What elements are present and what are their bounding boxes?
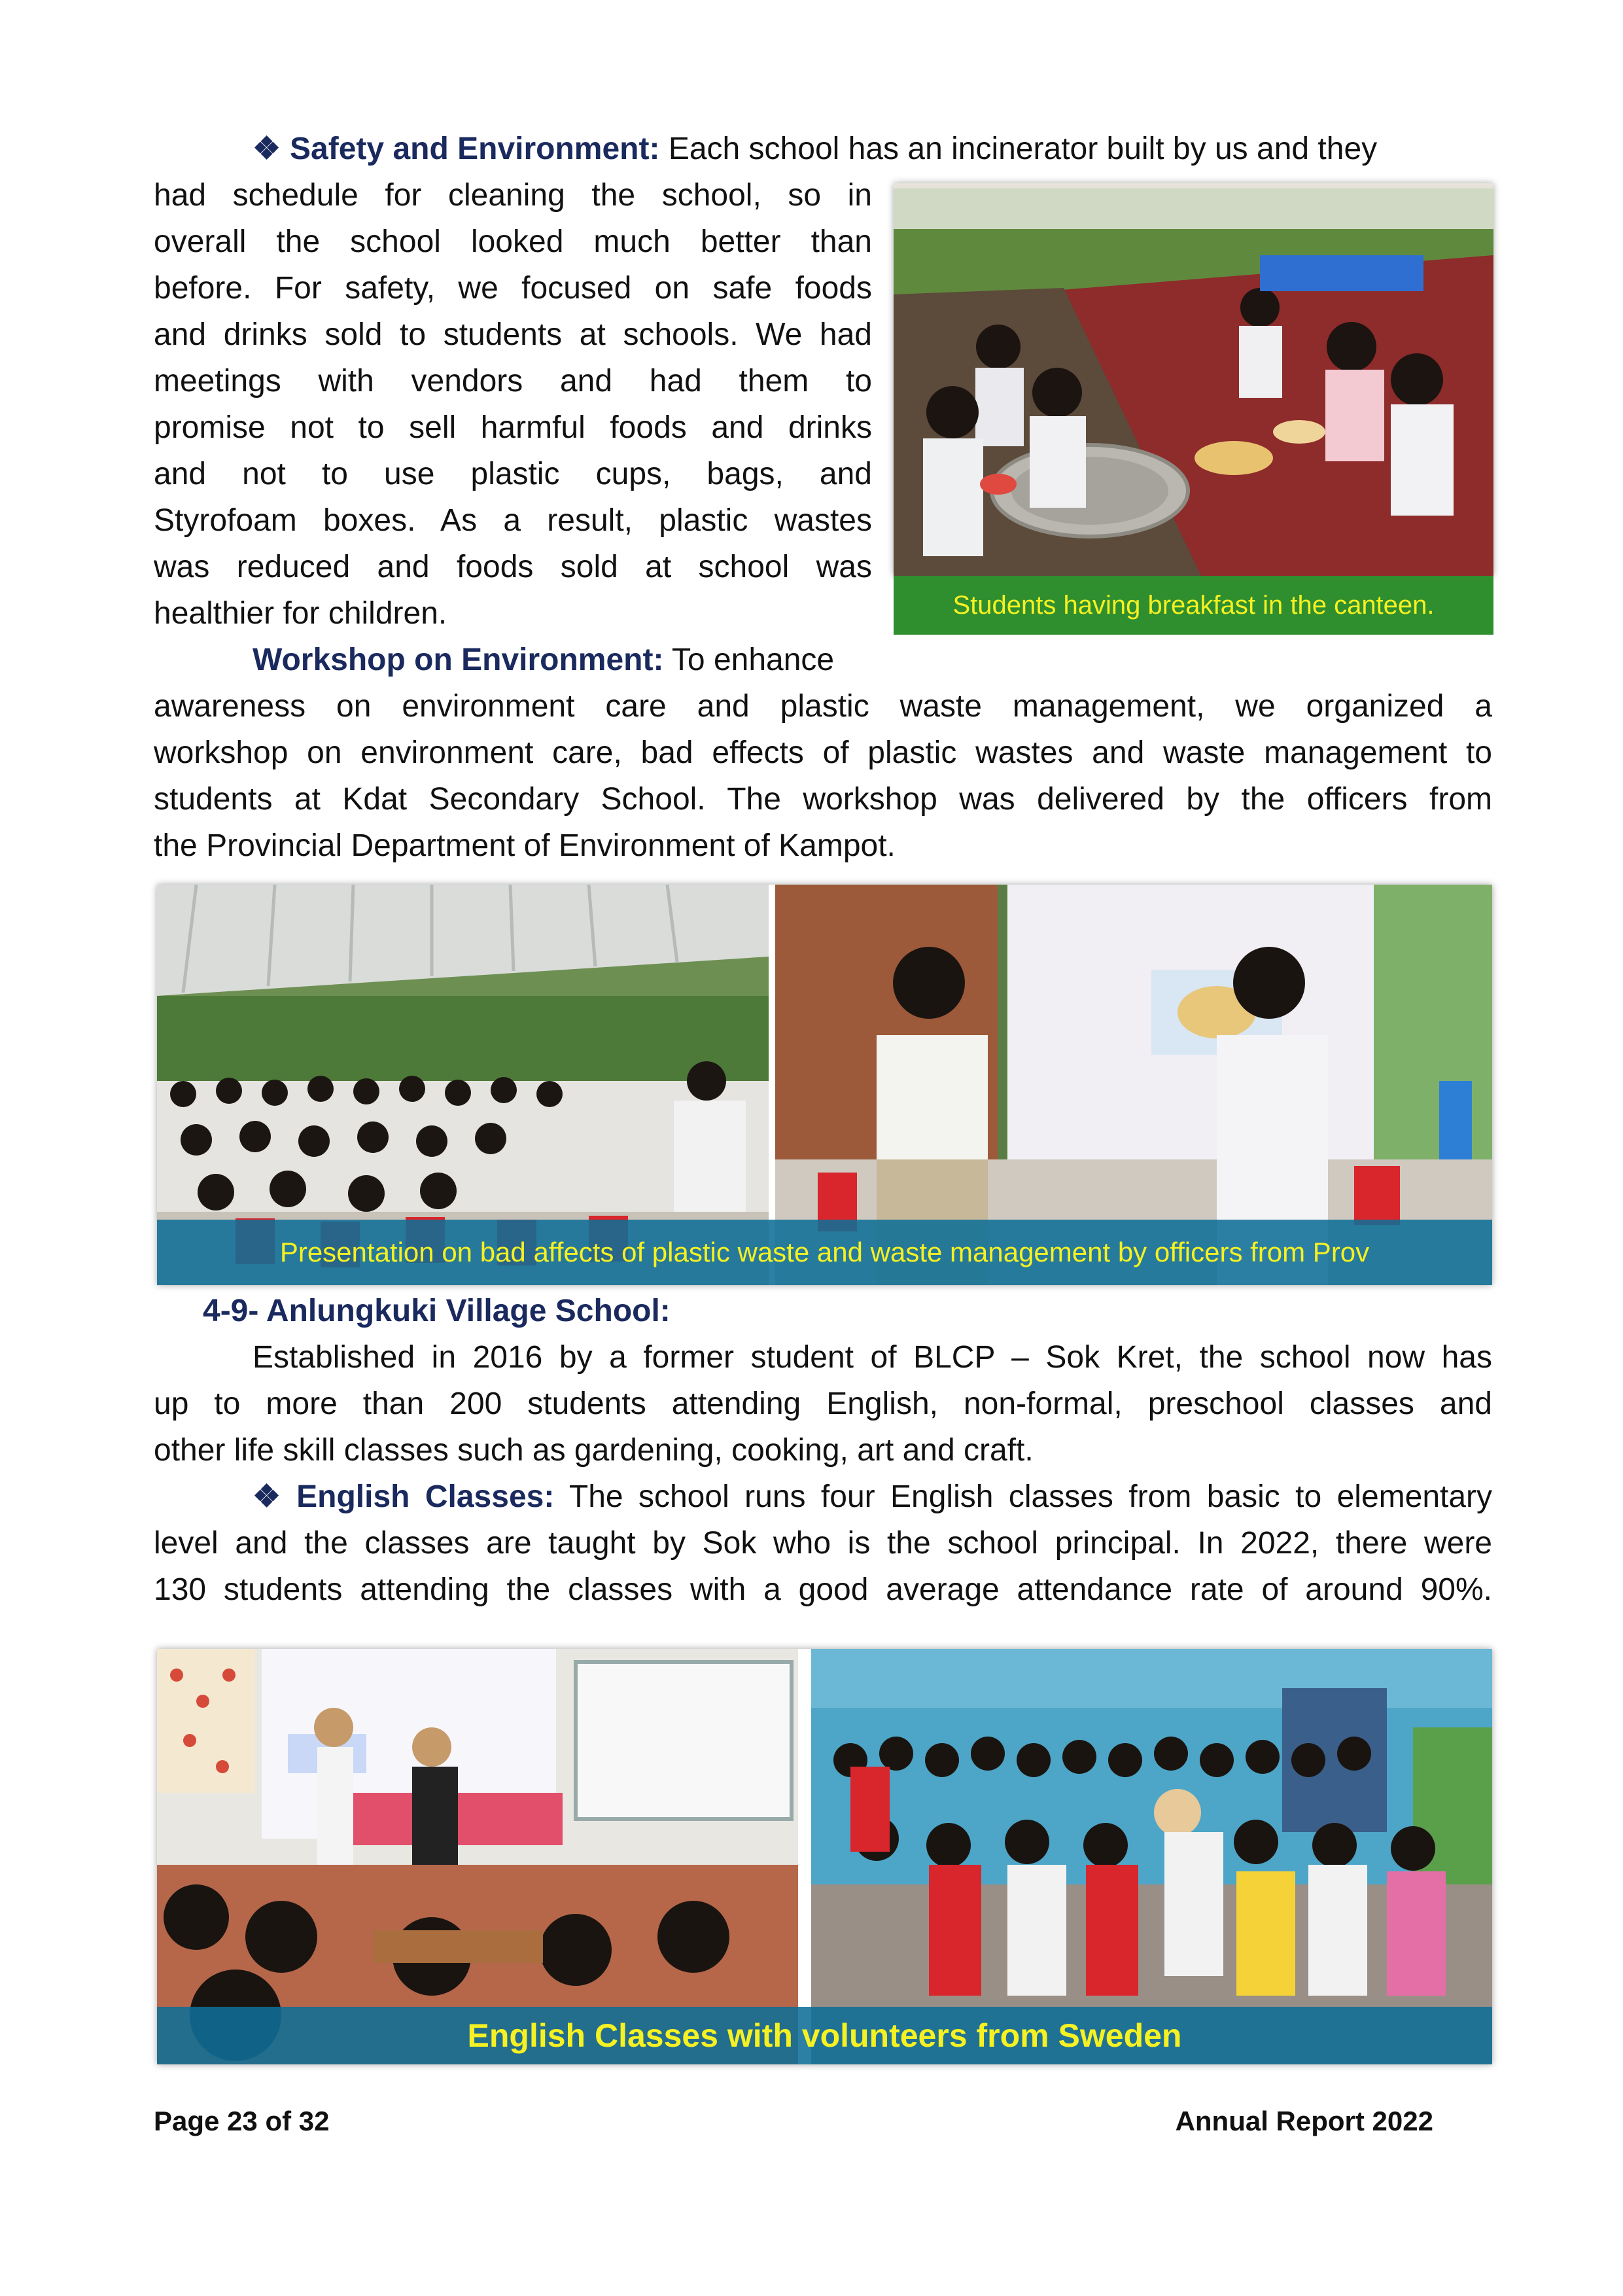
text-line: promise not to sell harmful foods and drinks bbox=[154, 410, 872, 445]
safety-heading: Safety and Environment: bbox=[290, 132, 660, 166]
bullet-diamond-icon: ❖ bbox=[253, 1479, 288, 1514]
text-line: 130 students attending the classes with a good average attendance rate of around 90%. bbox=[154, 1572, 1492, 1607]
workshop-first-line bbox=[253, 637, 872, 683]
report-title: Annual Report 2022 bbox=[1175, 2106, 1433, 2136]
text-line: meetings with vendors and had them to bbox=[154, 364, 872, 398]
text-line: before. For safety, we focused on safe foods bbox=[154, 271, 872, 306]
english-photo-group bbox=[157, 1649, 1492, 2064]
english-class-image bbox=[157, 1649, 1492, 2064]
text-line: and drinks sold to students at schools. We had bbox=[154, 317, 872, 352]
english-first-line bbox=[253, 1474, 1492, 1520]
workshop-heading: Workshop on Environment: bbox=[253, 643, 664, 677]
safety-text: Each school has an incinerator built by us and they bbox=[668, 132, 1378, 166]
text-line: the Provincial Department of Environment of Kampot. bbox=[154, 828, 896, 863]
text-line: overall the school looked much better than bbox=[154, 224, 872, 259]
text-line: healthier for children. bbox=[154, 596, 447, 631]
presentation-photo-group bbox=[157, 885, 1492, 1285]
text-line: Established in 2016 by a former student of BLCP – Sok Kret, the school now has bbox=[253, 1340, 1492, 1375]
text-line: Styrofoam boxes. As a result, plastic wastes bbox=[154, 503, 872, 538]
text-line: was reduced and foods sold at school was bbox=[154, 550, 872, 584]
canteen-image bbox=[894, 183, 1493, 576]
text-line: level and the classes are taught by Sok who is the school principal. In 2022, there were bbox=[154, 1526, 1492, 1561]
english-text: The school runs four English classes from basic to elementary bbox=[568, 1479, 1493, 1514]
english-heading: English Classes: bbox=[296, 1479, 555, 1514]
text-line: awareness on environment care and plastic waste management, we organized a bbox=[154, 689, 1492, 724]
text-line: and not to use plastic cups, bags, and bbox=[154, 457, 872, 491]
canteen-photo bbox=[894, 183, 1493, 576]
text-line: students at Kdat Secondary School. The workshop was delivered by the officers from bbox=[154, 782, 1492, 817]
text-line: workshop on environment care, bad effects of plastic wastes and waste management to bbox=[154, 735, 1492, 770]
english-caption: English Classes with volunteers from Sweden bbox=[157, 2007, 1492, 2064]
presentation-caption: Presentation on bad affects of plastic waste and waste management by officers from Prov bbox=[157, 1220, 1492, 1285]
page-number: Page 23 of 32 bbox=[154, 2106, 330, 2136]
text-line: up to more than 200 students attending English, non-formal, preschool classes and bbox=[154, 1386, 1492, 1421]
bullet-diamond-icon: ❖ bbox=[253, 132, 281, 166]
workshop-text: To enhance bbox=[671, 643, 835, 677]
text-line: other life skill classes such as gardening, cooking, art and craft. bbox=[154, 1433, 1034, 1468]
school-heading: 4-9- Anlungkuki Village School: bbox=[203, 1294, 671, 1328]
canteen-caption: Students having breakfast in the canteen. bbox=[894, 576, 1493, 635]
text-line: had schedule for cleaning the school, so in bbox=[154, 178, 872, 213]
safety-first-line bbox=[253, 126, 1496, 172]
